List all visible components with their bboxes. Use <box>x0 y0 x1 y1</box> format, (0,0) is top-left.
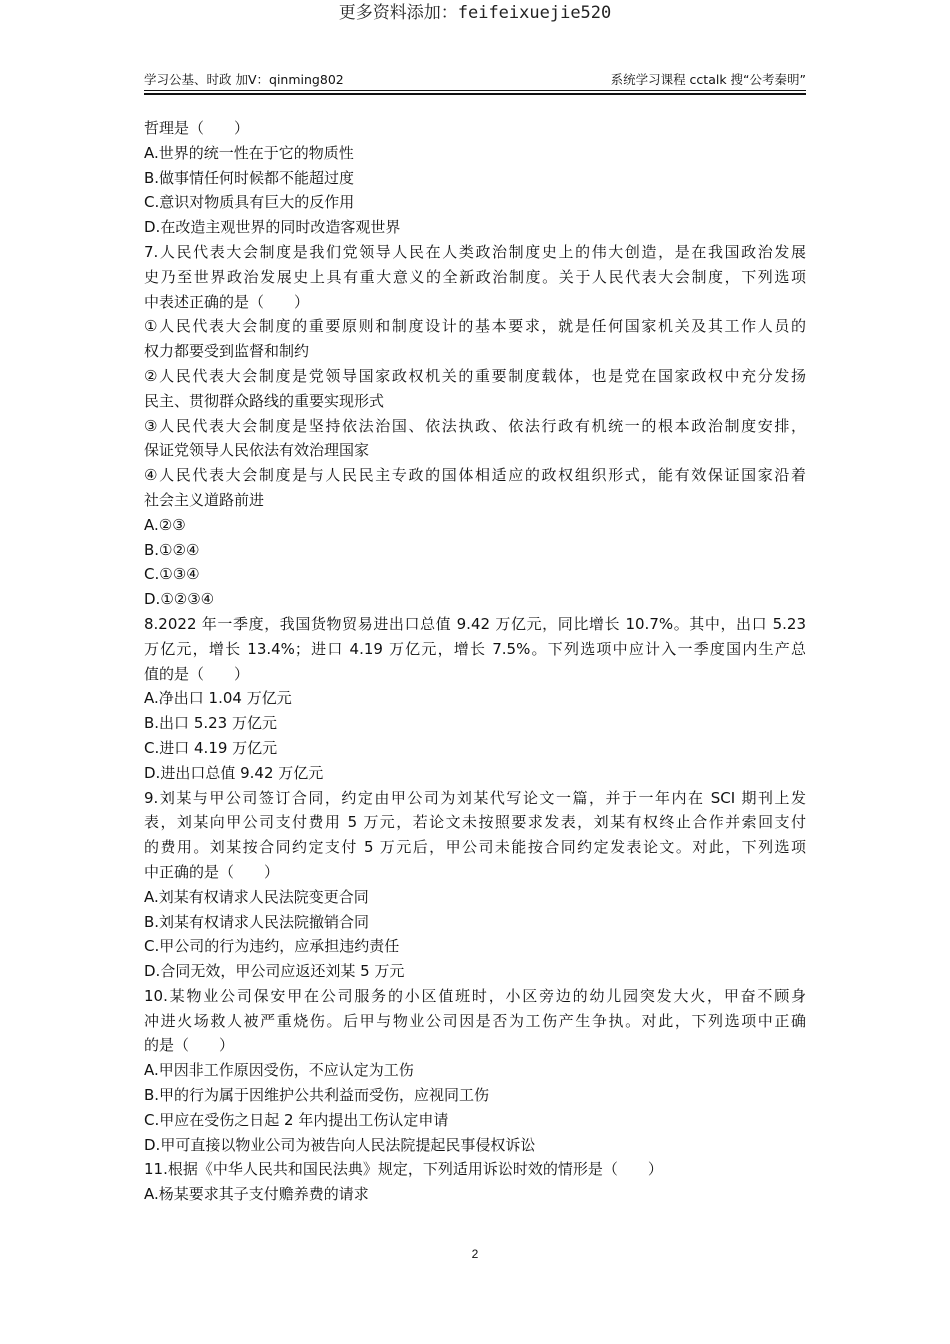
question-line: 的是（ ） <box>144 1036 235 1055</box>
page-content <box>144 116 806 1207</box>
statement-line: 民主、贯彻群众路线的重要实现形式 <box>144 391 385 410</box>
top-banner: 更多资料添加：feifeixuejie520 <box>338 3 612 23</box>
question-line: 值的是（ ） <box>144 664 250 683</box>
option-line: C.甲公司的行为违约，应承担违约责任 <box>144 937 400 956</box>
statement-line: ③人民代表大会制度是坚持依法治国、依法执政、依法行政有机统一的根本政治制度安排， <box>144 416 806 435</box>
question-line: 8.2022 年一季度，我国货物贸易进出口总值 9.42 万亿元，同比增长 10.7%。其中，出口 5.23 <box>144 614 806 633</box>
question-line: 的费用。刘某按合同约定支付 5 万元后，甲公司未能按合同约定发表论文。对此，下列选项 <box>144 838 806 857</box>
option-line: A.②③ <box>144 515 186 534</box>
header-rule <box>144 90 806 91</box>
option-line: C.进口 4.19 万亿元 <box>144 738 278 757</box>
statement-line: 权力都要受到监督和制约 <box>144 342 310 361</box>
option-line: D.甲可直接以物业公司为被告向人民法院提起民事侵权诉讼 <box>144 1135 536 1154</box>
statement-line: ①人民代表大会制度的重要原则和制度设计的基本要求，就是任何国家机关及其工作人员的 <box>144 317 806 336</box>
option-line: B.出口 5.23 万亿元 <box>144 714 277 733</box>
question-line: 11.根据《中华人民共和国民法典》规定，下列适用诉讼时效的情形是（ ） <box>144 1160 663 1179</box>
option-line: A.刘某有权请求人民法院变更合同 <box>144 887 369 906</box>
option-line: A.甲因非工作原因受伤，不应认定为工伤 <box>144 1061 414 1080</box>
option-line: D.合同无效，甲公司应返还刘某 5 万元 <box>144 962 405 981</box>
question-line: 表，刘某向甲公司支付费用 5 万元，若论文未按照要求发表，刘某有权终止合作并索回支付 <box>144 813 806 832</box>
option-line: B.①②④ <box>144 540 200 559</box>
header-right-text: 系统学习课程 cctalk 搜“公考秦明” <box>610 72 806 87</box>
option-line: B.做事情任何时候都不能超过度 <box>144 168 355 187</box>
text-line: 哲理是（ ） <box>144 119 250 137</box>
question-line: 10.某物业公司保安甲在公司服务的小区值班时，小区旁边的幼儿园突发大火，甲奋不顾身 <box>144 986 806 1005</box>
option-line: D.①②③④ <box>144 590 215 609</box>
option-line: A.净出口 1.04 万亿元 <box>144 689 292 708</box>
page-number: 2 <box>471 1247 479 1261</box>
statement-line: 社会主义道路前进 <box>144 490 265 509</box>
page-header <box>144 70 806 90</box>
statement-line: ②人民代表大会制度是党领导国家政权机关的重要制度载体，也是党在国家政权中充分发扬 <box>144 366 806 385</box>
question-line: 冲进火场救人被严重烧伤。后甲与物业公司因是否为工伤产生争执。对此，下列选项中正确 <box>144 1011 806 1030</box>
question-line: 9.刘某与甲公司签订合同，约定由甲公司为刘某代写论文一篇，并于一年内在 SCI 期刊上发 <box>144 788 806 807</box>
option-line: C.甲应在受伤之日起 2 年内提出工伤认定申请 <box>144 1110 449 1129</box>
question-line: 7.人民代表大会制度是我们党领导人民在人类政治制度史上的伟大创造，是在我国政治发展 <box>144 242 806 261</box>
option-line: C.①③④ <box>144 565 200 584</box>
question-line: 史乃至世界政治发展史上具有重大意义的全新政治制度。关于人民代表大会制度，下列选项 <box>144 267 806 286</box>
option-line: A.杨某要求其子支付赡养费的请求 <box>144 1185 369 1204</box>
question-line: 中表述正确的是（ ） <box>144 292 310 311</box>
question-line: 万亿元，增长 13.4%；进口 4.19 万亿元，增长 7.5%。下列选项中应计入一季度国内生产总 <box>144 639 806 658</box>
option-line: D.在改造主观世界的同时改造客观世界 <box>144 218 401 237</box>
question-line: 中正确的是（ ） <box>144 862 280 881</box>
statement-line: 保证党领导人民依法有效治理国家 <box>144 441 370 460</box>
option-line: B.刘某有权请求人民法院撤销合同 <box>144 912 370 931</box>
header-left-text: 学习公基、时政 加V：qinming802 <box>144 72 344 87</box>
header-rule-thick <box>144 93 806 95</box>
statement-line: ④人民代表大会制度是与人民民主专政的国体相适应的政权组织形式，能有效保证国家沿着 <box>144 466 806 485</box>
option-line: D.进出口总值 9.42 万亿元 <box>144 763 324 782</box>
option-line: A.世界的统一性在于它的物质性 <box>144 143 354 162</box>
option-line: C.意识对物质具有巨大的反作用 <box>144 193 355 212</box>
option-line: B.甲的行为属于因维护公共利益而受伤，应视同工伤 <box>144 1086 490 1105</box>
